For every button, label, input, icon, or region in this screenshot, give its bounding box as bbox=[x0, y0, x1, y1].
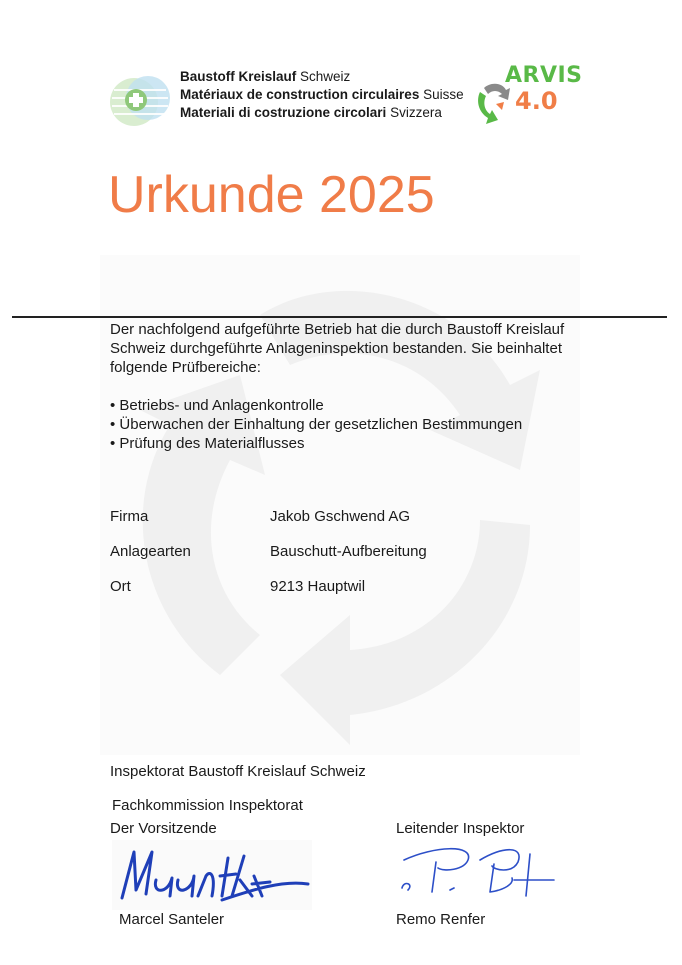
right-signatory-role: Leitender Inspektor bbox=[396, 820, 525, 837]
arvis-logo-version: 4.0 bbox=[515, 87, 558, 115]
org-line-2-regular: Suisse bbox=[419, 87, 464, 102]
intro-paragraph: Der nachfolgend aufgeführte Betrieb hat die durch Baustoff Kreislauf Schweiz durchgeführte Anlageninspektion bestanden. Sie beinhaltet folgende Prüfbereiche: bbox=[110, 321, 565, 376]
field-label-anlagearten: Anlagearten bbox=[110, 543, 191, 560]
certificate-title: Urkunde 2025 bbox=[108, 166, 435, 224]
list-item: • Prüfung des Materialflusses bbox=[110, 435, 305, 452]
divider-line bbox=[12, 316, 667, 318]
list-item: • Betriebs- und Anlagenkontrolle bbox=[110, 397, 324, 414]
inspection-areas-list bbox=[110, 396, 522, 453]
right-signatory-name: Remo Renfer bbox=[396, 911, 486, 928]
org-line-3-bold: Materiali di costruzione circolari bbox=[180, 105, 387, 120]
list-item: • Überwachen der Einhaltung der gesetzlichen Bestimmungen bbox=[110, 416, 523, 433]
field-value-firma: Jakob Gschwend AG bbox=[270, 508, 411, 525]
field-label-ort: Ort bbox=[110, 578, 131, 595]
field-label-firma: Firma bbox=[110, 508, 149, 525]
field-value-anlagearten: Bauschutt-Aufbereitung bbox=[270, 543, 427, 560]
org-line-3-regular: Svizzera bbox=[386, 105, 442, 120]
org-line-1-regular: Schweiz bbox=[296, 69, 351, 84]
left-signatory-name: Marcel Santeler bbox=[119, 911, 225, 928]
org-line-2-bold: Matériaux de construction circulaires bbox=[180, 87, 420, 102]
signature-remo-renfer bbox=[394, 840, 564, 900]
arvis-logo-name: ARVIS bbox=[505, 63, 583, 88]
organization-names bbox=[180, 68, 464, 122]
commission-name: Fachkommission Inspektorat bbox=[112, 797, 303, 814]
field-value-ort: 9213 Hauptwil bbox=[270, 578, 366, 595]
org-line-1-bold: Baustoff Kreislauf bbox=[180, 69, 297, 84]
inspectorate-name: Inspektorat Baustoff Kreislauf Schweiz bbox=[110, 763, 366, 780]
baustoff-kreislauf-logo-icon bbox=[108, 68, 172, 132]
left-signatory-role: Der Vorsitzende bbox=[110, 820, 217, 837]
signature-marcel-santeler bbox=[112, 840, 312, 910]
